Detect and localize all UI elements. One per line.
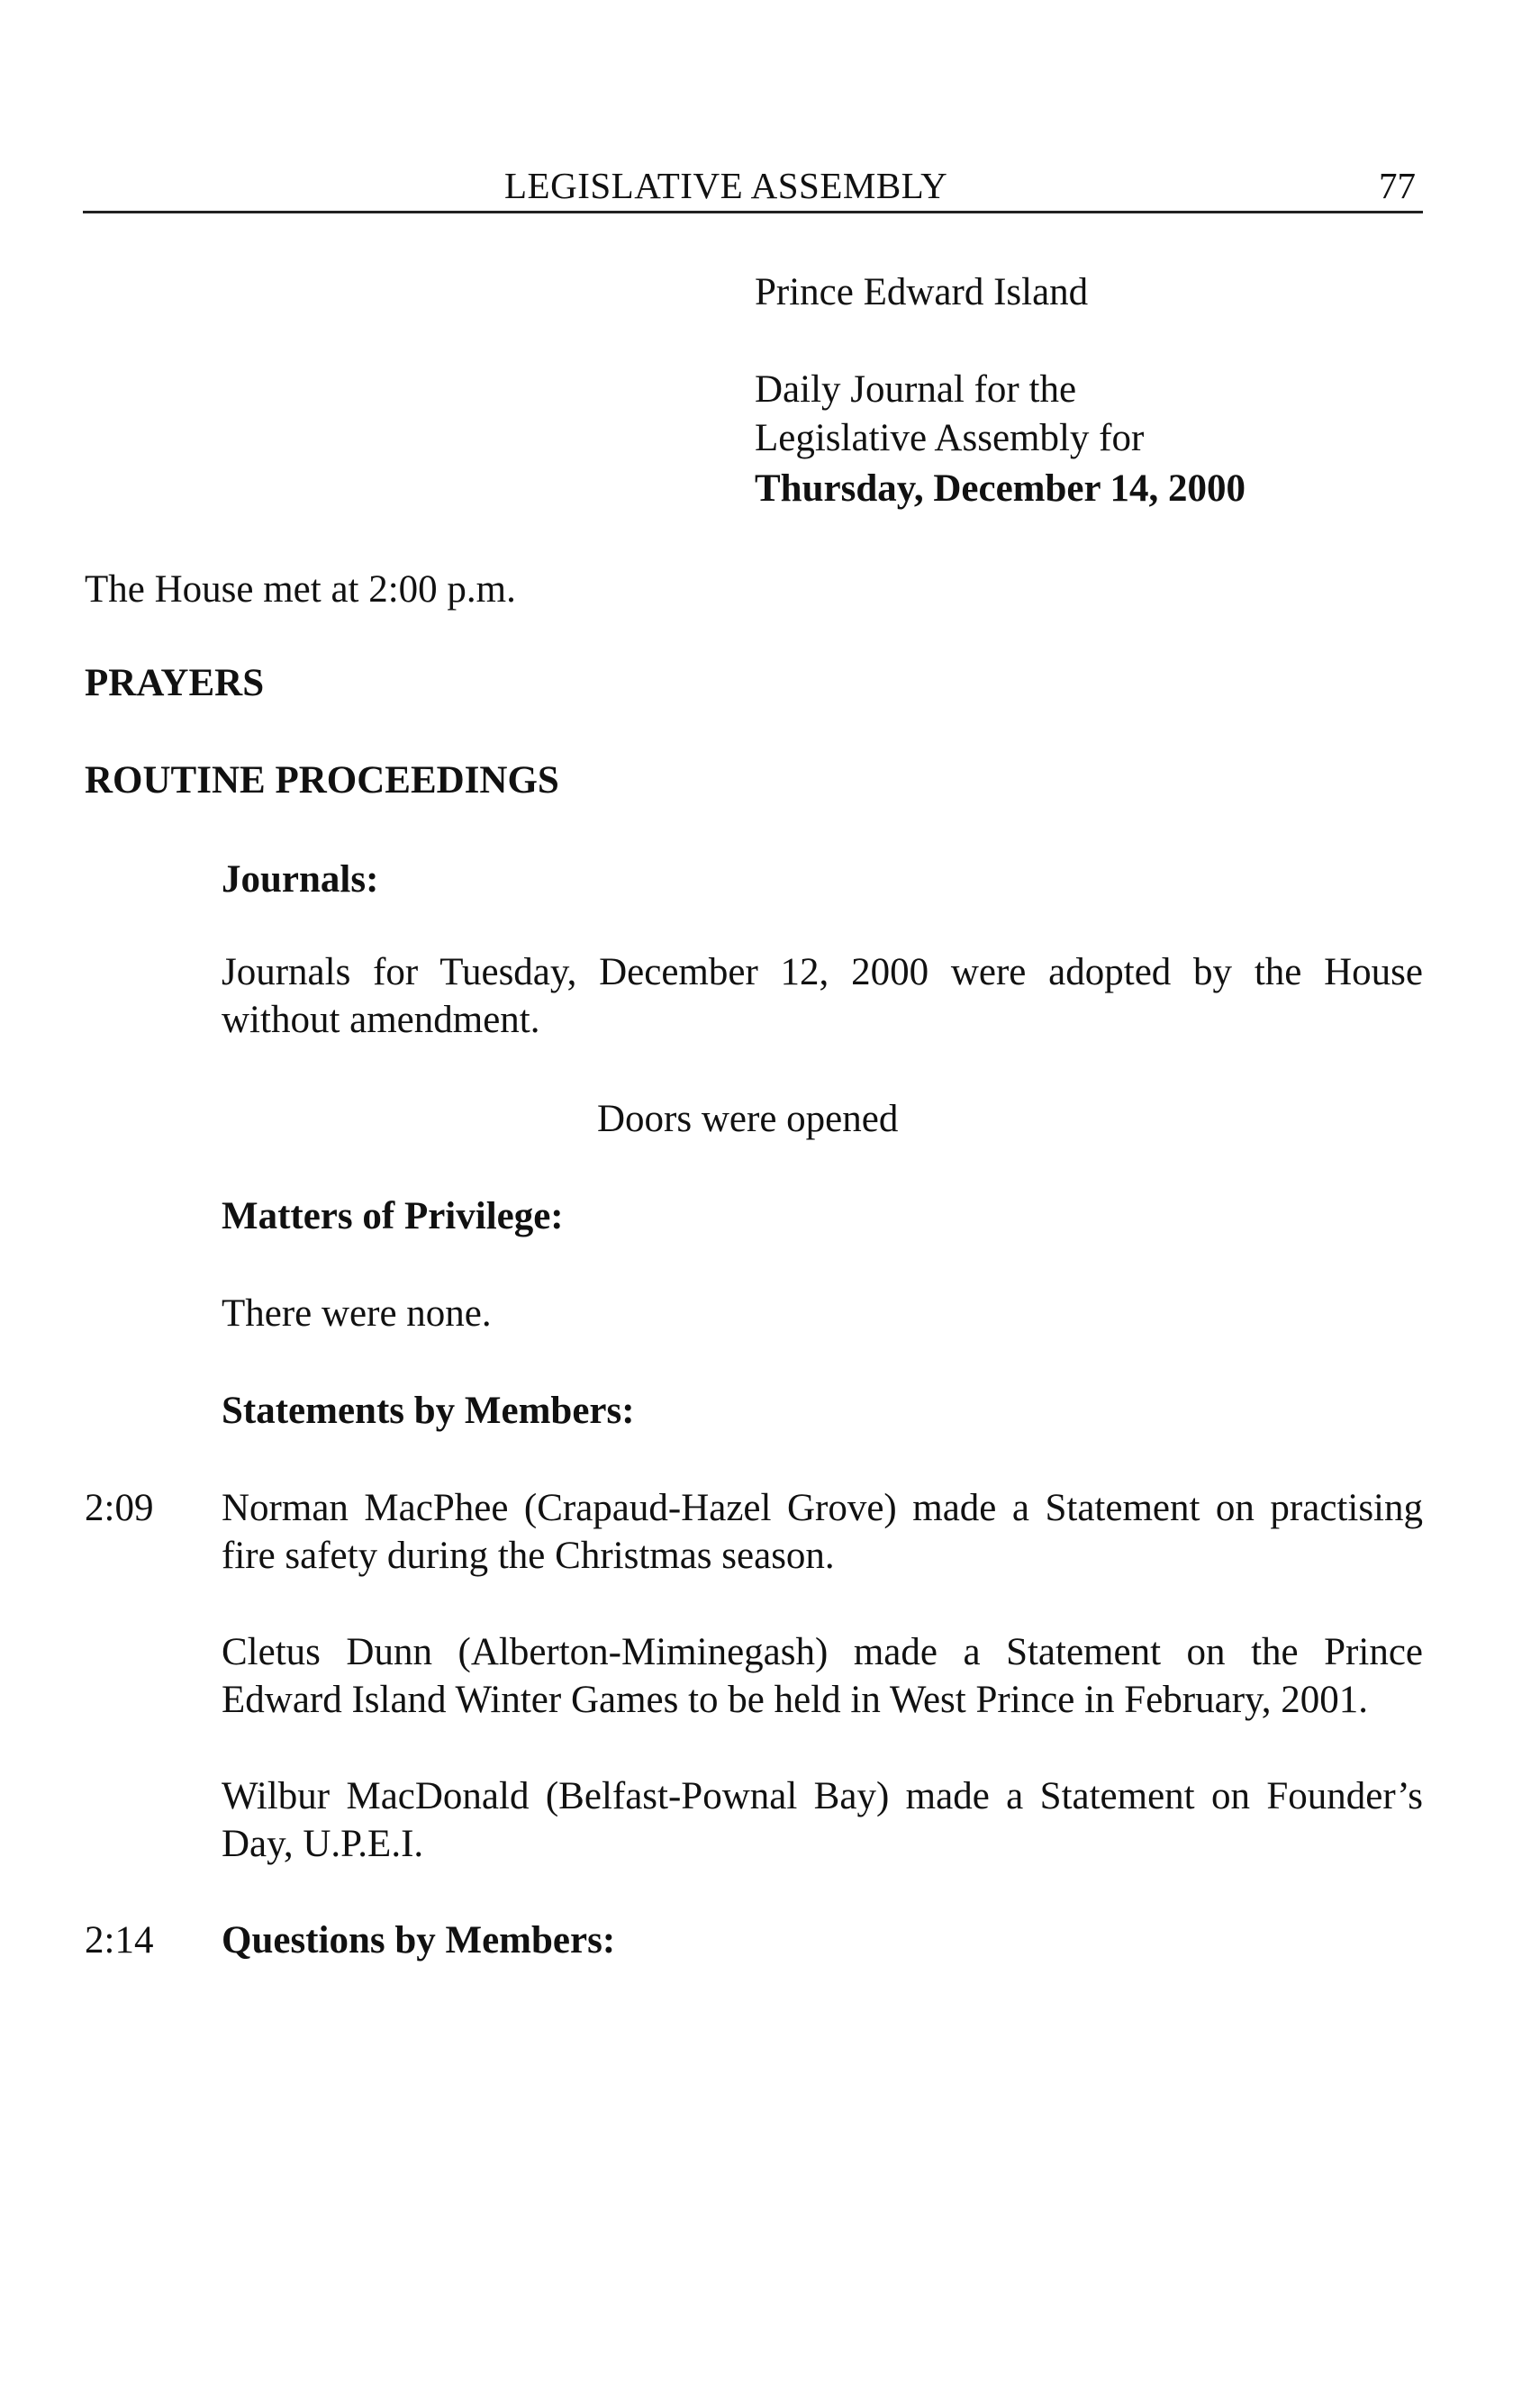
matters-of-privilege-text: There were none. bbox=[222, 1292, 492, 1335]
statement-item: Wilbur MacDonald (Belfast-Pownal Bay) made a Statement on Founder’s Day, U.P.E.I. bbox=[222, 1775, 1423, 1865]
page-number: 77 bbox=[1379, 165, 1416, 206]
journals-heading: Journals: bbox=[222, 858, 379, 901]
header-rule bbox=[83, 211, 1423, 213]
journal-title-line1: Daily Journal for the bbox=[755, 368, 1077, 411]
prayers-heading: PRAYERS bbox=[85, 662, 265, 704]
routine-proceedings-heading: ROUTINE PROCEEDINGS bbox=[85, 759, 559, 802]
statement-item: Cletus Dunn (Alberton-Miminegash) made a Statement on the Prince Edward Island Winter Games to be held in West Prince in February, 2001. bbox=[222, 1631, 1423, 1721]
statements-time: 2:09 bbox=[85, 1487, 154, 1529]
journals-text: Journals for Tuesday, December 12, 2000 were adopted by the House without amendment. bbox=[222, 951, 1423, 1041]
house-met-text: The House met at 2:00 p.m. bbox=[85, 568, 516, 611]
statements-heading: Statements by Members: bbox=[222, 1390, 635, 1432]
doors-opened-text: Doors were opened bbox=[597, 1098, 899, 1140]
statement-item: Norman MacPhee (Crapaud-Hazel Grove) made a Statement on practising fire safety during the Christmas season. bbox=[222, 1487, 1423, 1577]
header-title: LEGISLATIVE ASSEMBLY bbox=[504, 165, 948, 206]
journal-date: Thursday, December 14, 2000 bbox=[755, 467, 1246, 510]
province-name: Prince Edward Island bbox=[755, 271, 1089, 313]
matters-of-privilege-heading: Matters of Privilege: bbox=[222, 1195, 564, 1237]
journal-title-line2: Legislative Assembly for bbox=[755, 417, 1145, 459]
questions-time: 2:14 bbox=[85, 1919, 154, 1962]
questions-heading: Questions by Members: bbox=[222, 1919, 616, 1962]
